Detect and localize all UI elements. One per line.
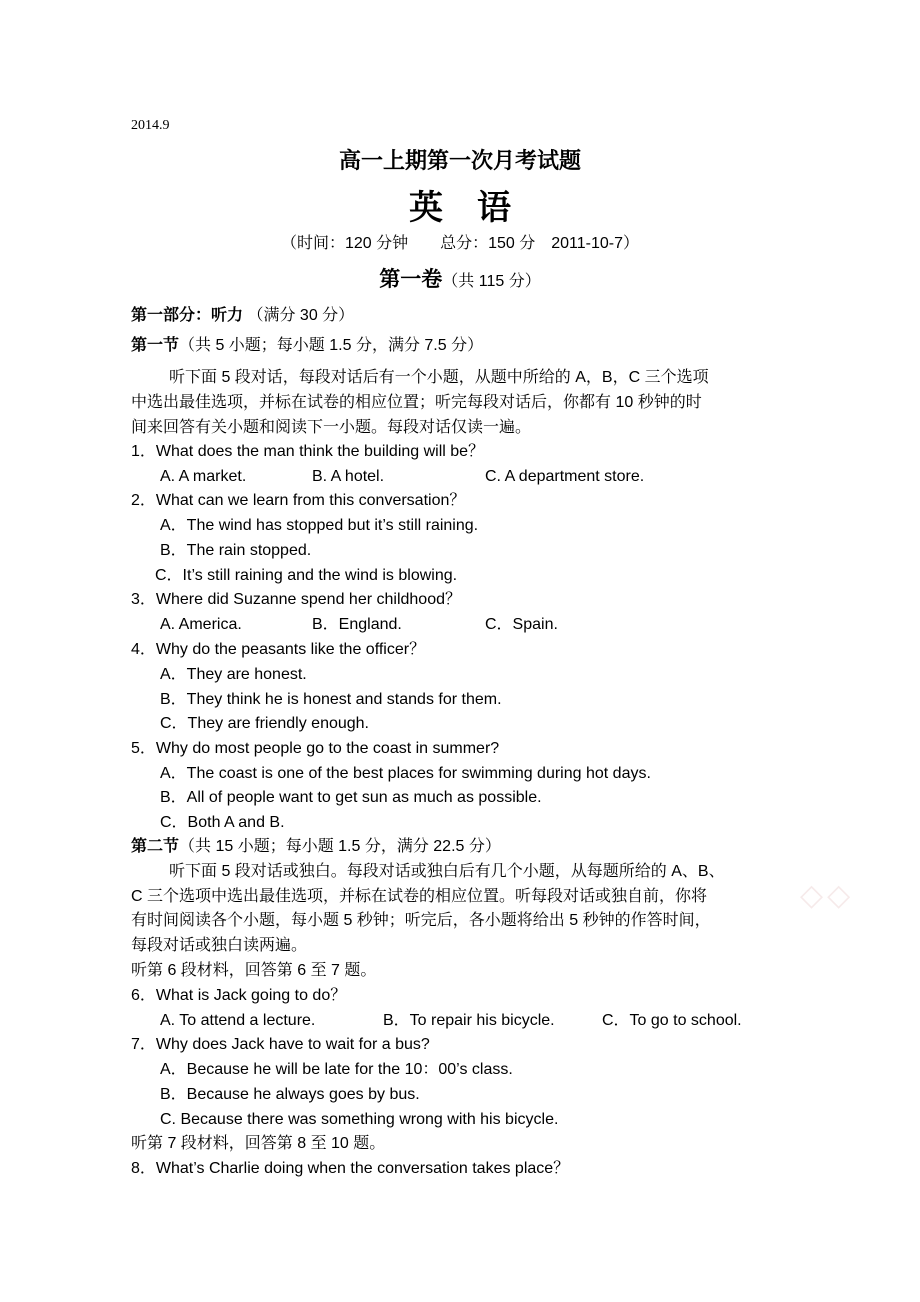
instruction-line: 有时间阅读各个小题，每小题 5 秒钟；听完后，各小题将给出 5 秒钟的作答时间， bbox=[131, 912, 711, 929]
volume-note: （共 115 分） bbox=[442, 273, 541, 290]
option-b: B．The rain stopped. bbox=[160, 542, 312, 559]
instruction-line: 每段对话或独白读两遍。 bbox=[131, 937, 308, 954]
question-stem: 1．What does the man think the building will be？ bbox=[131, 443, 485, 460]
option-b: B．All of people want to get sun as much as possible. bbox=[160, 789, 542, 806]
part1-title: 第一部分：听力 bbox=[131, 307, 244, 324]
section2-title: 第二节 bbox=[131, 838, 180, 855]
instruction-line: 听下面 5 段对话，每段对话后有一个小题，从题中所给的 A，B，C 三个选项 bbox=[169, 369, 709, 386]
section1-title: 第一节 bbox=[131, 337, 180, 354]
section2-heading bbox=[131, 837, 501, 857]
option-c: C. Because there was something wrong with his bicycle. bbox=[160, 1111, 559, 1128]
question-stem: 7．Why does Jack have to wait for a bus? bbox=[131, 1036, 430, 1053]
material-note: 听第 7 段材料，回答第 8 至 10 题。 bbox=[131, 1135, 386, 1152]
question-stem: 8．What’s Charlie doing when the conversation takes place？ bbox=[131, 1160, 570, 1177]
option-a: A. A market. bbox=[160, 468, 247, 485]
part1-note: （满分 30 分） bbox=[247, 307, 355, 324]
question-stem: 3．Where did Suzanne spend her childhood？ bbox=[131, 591, 461, 608]
section1-note: （共 5 小题；每小题 1.5 分，满分 7.5 分） bbox=[179, 337, 484, 354]
option-c: C．To go to school. bbox=[602, 1012, 742, 1029]
section2-note: （共 15 小题；每小题 1.5 分，满分 22.5 分） bbox=[179, 838, 501, 855]
option-a: A．The coast is one of the best places for swimming during hot days. bbox=[160, 765, 651, 782]
date: 2014.9 bbox=[131, 118, 170, 133]
option-b: B．Because he always goes by bus. bbox=[160, 1086, 420, 1103]
volume-heading bbox=[0, 270, 920, 292]
instruction-line: 中选出最佳选项，并标在试卷的相应位置；听完每段对话后，你都有 10 秒钟的时 bbox=[131, 394, 702, 411]
exam-title: 高一上期第一次月考试题 bbox=[338, 148, 581, 173]
option-b: B．England. bbox=[312, 616, 402, 633]
option-b: B. A hotel. bbox=[312, 468, 385, 485]
material-note: 听第 6 段材料，回答第 6 至 7 题。 bbox=[131, 962, 377, 979]
part1-heading bbox=[131, 306, 354, 326]
option-a: A. To attend a lecture. bbox=[160, 1012, 316, 1029]
watermark: ◇◇ bbox=[800, 879, 855, 912]
question-stem: 4．Why do the peasants like the officer？ bbox=[131, 641, 426, 658]
subject-title: 英 语 bbox=[409, 189, 511, 227]
option-b: B．To repair his bicycle. bbox=[383, 1012, 555, 1029]
option-c: C．They are friendly enough. bbox=[160, 715, 370, 732]
instruction-line: 间来回答有关小题和阅读下一小题。每段对话仅读一遍。 bbox=[131, 419, 532, 436]
option-b: B．They think he is honest and stands for them. bbox=[160, 691, 502, 708]
option-a: A．They are honest. bbox=[160, 666, 307, 683]
question-stem: 6．What is Jack going to do？ bbox=[131, 987, 347, 1004]
option-a: A．The wind has stopped but it’s still raining. bbox=[160, 517, 479, 534]
section1-heading bbox=[131, 336, 483, 356]
exam-info: （时间：120 分钟 总分：150 分 2011-10-7） bbox=[280, 235, 640, 252]
option-a: A. America. bbox=[160, 616, 242, 633]
option-c: C. A department store. bbox=[485, 468, 645, 485]
option-c: C．Both A and B. bbox=[160, 814, 285, 831]
instruction-line: C 三个选项中选出最佳选项，并标在试卷的相应位置。听每段对话或独自前，你将 bbox=[131, 888, 708, 905]
instruction-line: 听下面 5 段对话或独白。每段对话或独白后有几个小题，从每题所给的 A、B、 bbox=[169, 863, 725, 880]
option-a: A．Because he will be late for the 10：00’s class. bbox=[160, 1061, 513, 1078]
option-c: C．It’s still raining and the wind is blowing. bbox=[155, 567, 458, 584]
volume-title: 第一卷 bbox=[379, 268, 443, 291]
question-stem: 5．Why do most people go to the coast in summer? bbox=[131, 740, 500, 757]
option-c: C．Spain. bbox=[485, 616, 558, 633]
question-stem: 2．What can we learn from this conversation？ bbox=[131, 492, 466, 509]
